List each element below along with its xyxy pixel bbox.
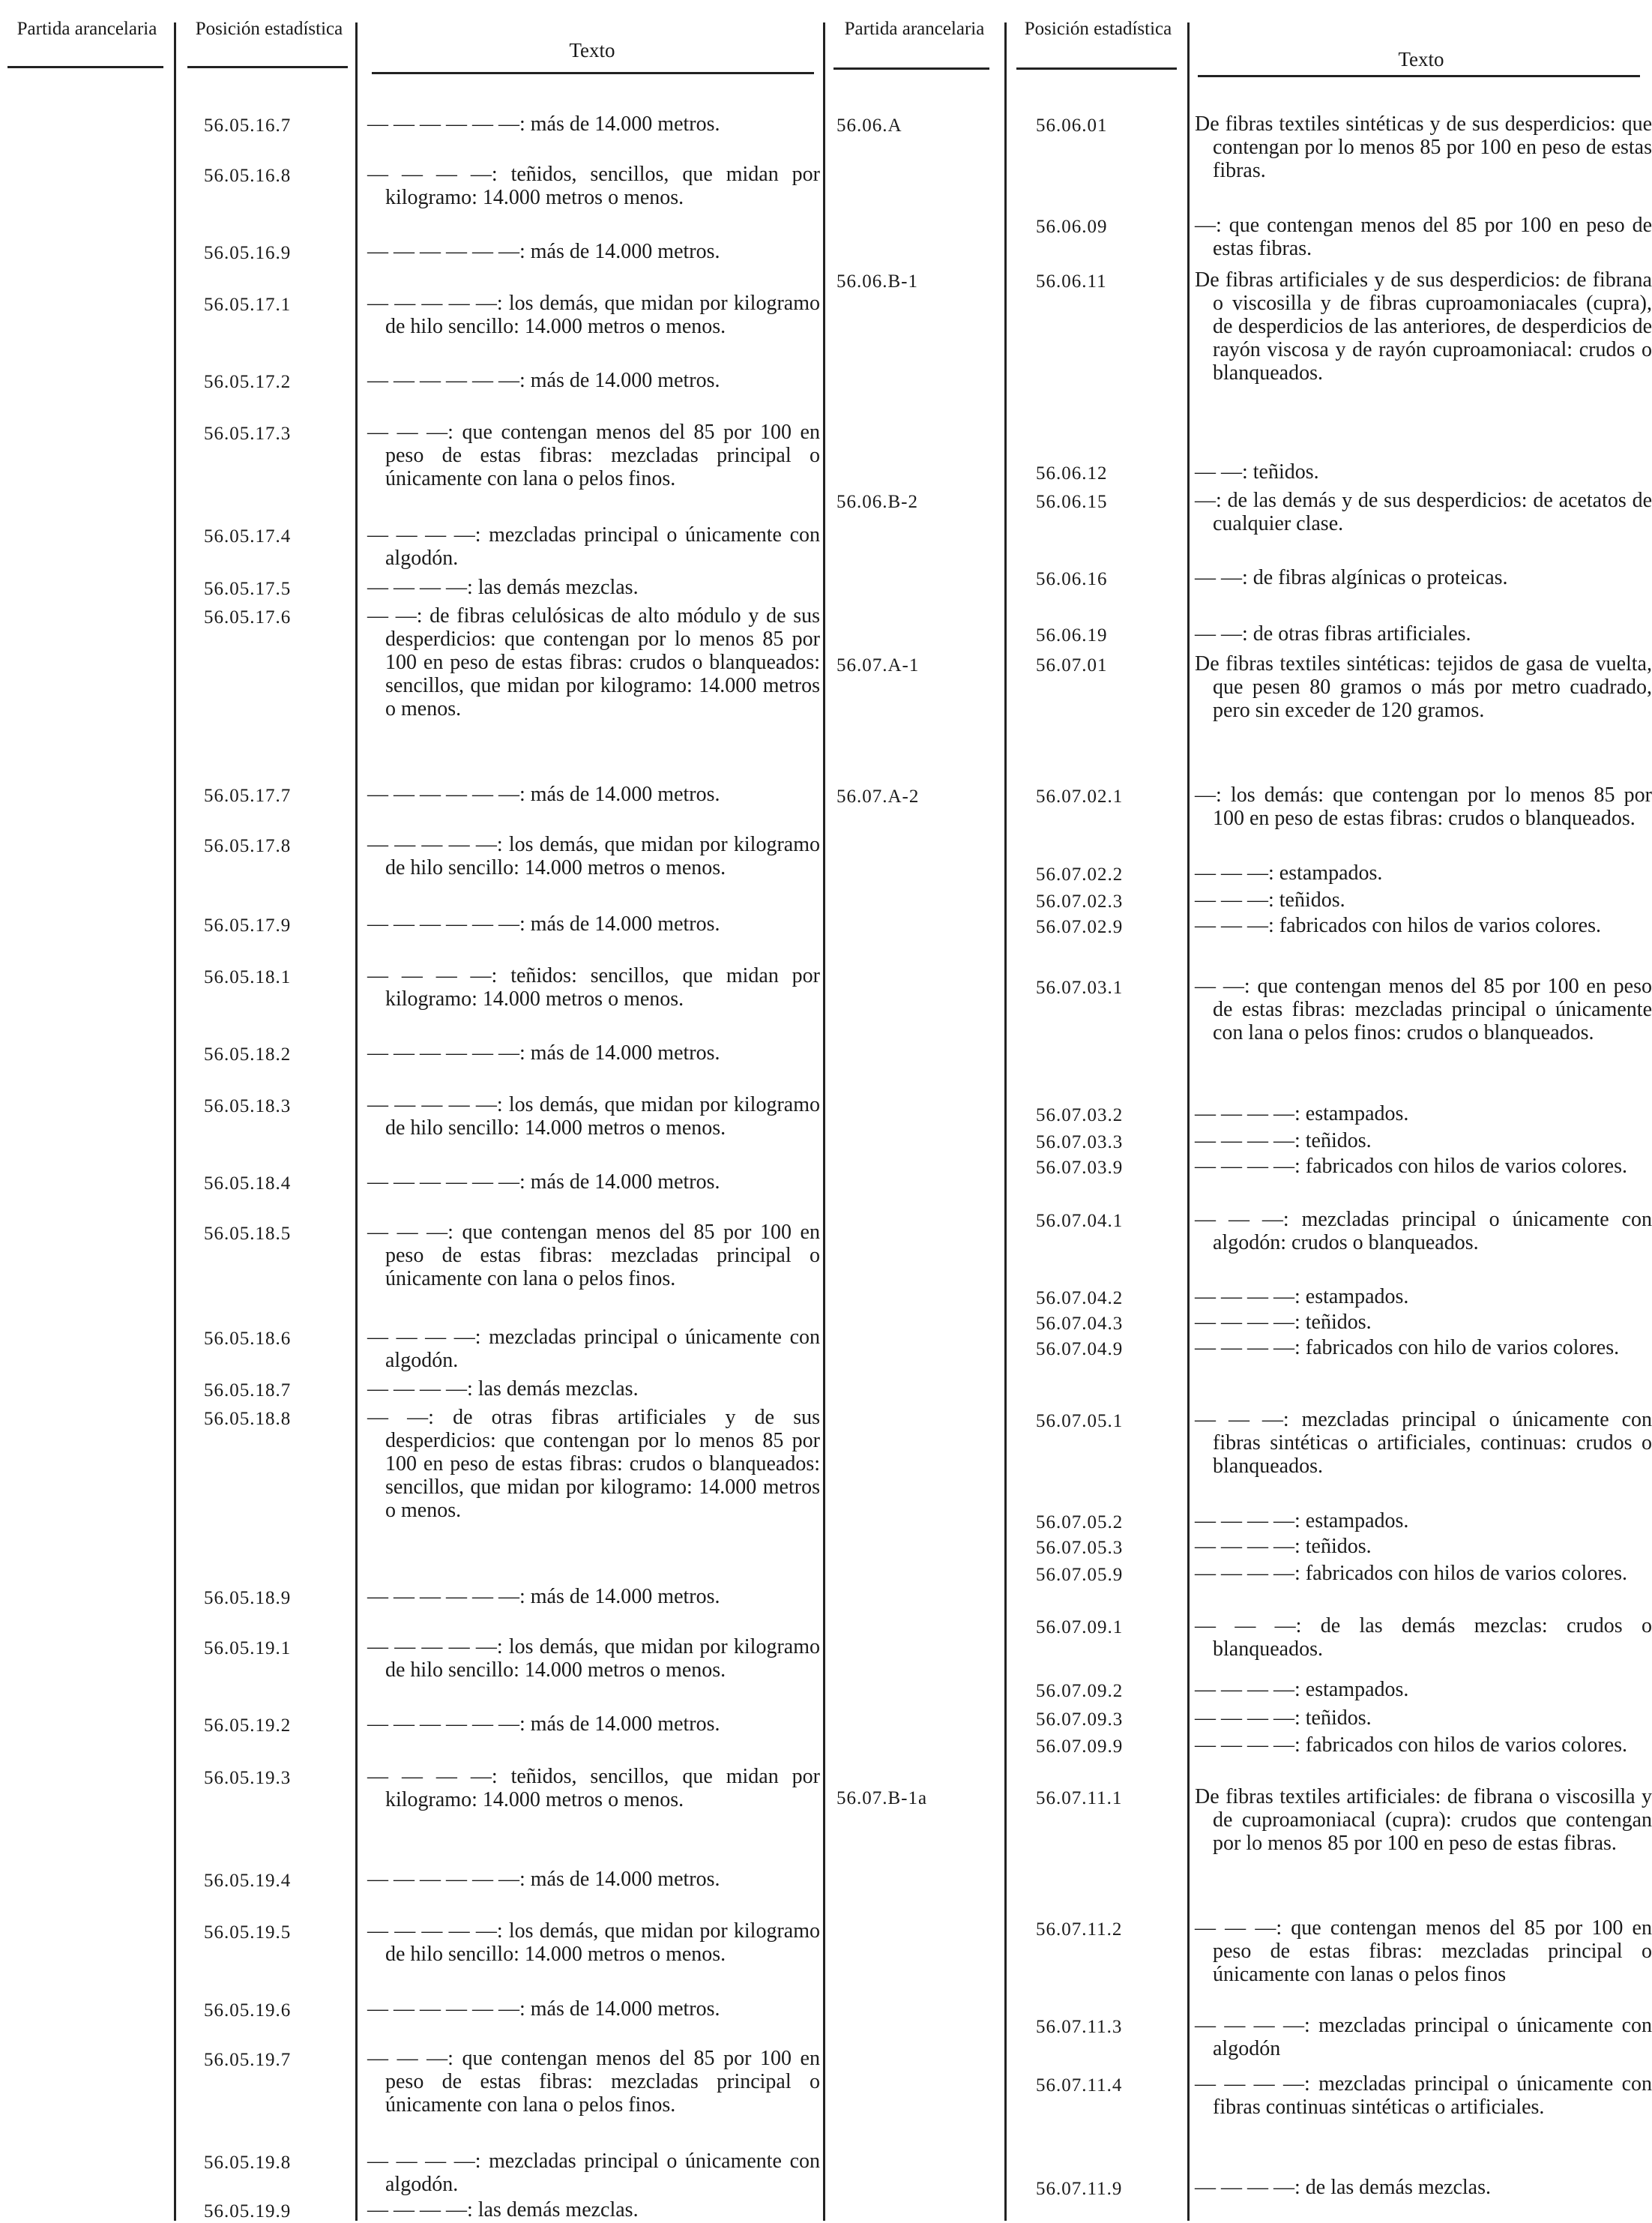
texto-entry: — —: de fibras algínicas o proteicas.: [1195, 566, 1508, 589]
texto-entry: —: de las demás y de sus desperdicios: de acetatos de cualquier clase.: [1195, 489, 1652, 535]
posicion-code: 56.07.02.3: [1036, 891, 1124, 912]
texto-entry: — — — —: teñidos, sencillos, que midan por kilogramo: 14.000 metros o menos.: [367, 163, 820, 209]
header-posicion-right: Posición estadística: [1024, 19, 1172, 39]
texto-entry: De fibras textiles sintéticas: tejidos de gasa de vuelta, que pesen 80 gramos o más por metro cuadrado, pero sin exceder de 120 gramos.: [1195, 652, 1652, 722]
posicion-code: 56.07.02.2: [1036, 864, 1124, 885]
posicion-code: 56.05.16.9: [204, 243, 292, 263]
texto-entry: — —: que contengan menos del 85 por 100 en peso de estas fibras: mezcladas principal o únicamente con lana o pelos finos: crudos o blanqueados.: [1195, 975, 1652, 1044]
texto-entry: — — — — — —: más de 14.000 metros.: [367, 783, 720, 806]
header-texto-right: Texto: [1398, 48, 1444, 70]
posicion-code: 56.06.16: [1036, 569, 1108, 589]
partida-code: 56.07.B-1a: [836, 1788, 928, 1808]
texto-entry: — — — — —: los demás, que midan por kilogramo de hilo sencillo: 14.000 metros o menos.: [367, 1093, 820, 1140]
posicion-code: 56.05.19.7: [204, 2050, 292, 2070]
posicion-code: 56.07.03.1: [1036, 978, 1124, 998]
posicion-code: 56.05.18.1: [204, 967, 292, 987]
texto-entry: — — —: mezcladas principal o únicamente con fibras sintéticas o artificiales, continuas: crudos o blanqueados.: [1195, 1408, 1652, 1478]
posicion-code: 56.07.09.9: [1036, 1736, 1124, 1757]
posicion-code: 56.05.18.8: [204, 1409, 292, 1429]
texto-entry: — — — —: estampados.: [1195, 1102, 1409, 1125]
posicion-code: 56.06.01: [1036, 115, 1108, 136]
texto-entry: — — — —: estampados.: [1195, 1285, 1409, 1308]
posicion-code: 56.05.19.4: [204, 1871, 292, 1891]
texto-entry: — — — —: estampados.: [1195, 1509, 1409, 1532]
texto-entry: — — — —: de las demás mezclas.: [1195, 2176, 1492, 2199]
texto-entry: — — — — — —: más de 14.000 metros.: [367, 1041, 720, 1065]
posicion-code: 56.07.04.9: [1036, 1339, 1124, 1359]
posicion-code: 56.06.09: [1036, 217, 1108, 237]
posicion-code: 56.07.01: [1036, 655, 1108, 676]
texto-entry: — — — — —: los demás, que midan por kilogramo de hilo sencillo: 14.000 metros o menos.: [367, 1635, 820, 1682]
header-rule: [7, 66, 163, 68]
posicion-code: 56.05.16.8: [204, 166, 292, 186]
posicion-code: 56.05.17.4: [204, 526, 292, 547]
texto-entry: — — — — —: los demás, que midan por kilogramo de hilo sencillo: 14.000 metros o menos.: [367, 1919, 820, 1966]
texto-entry: — — — —: teñidos.: [1195, 1535, 1372, 1558]
posicion-code: 56.05.19.2: [204, 1715, 292, 1736]
posicion-code: 56.05.18.3: [204, 1096, 292, 1116]
posicion-code: 56.07.05.3: [1036, 1538, 1124, 1558]
posicion-code: 56.07.11.1: [1036, 1788, 1123, 1808]
posicion-code: 56.05.19.6: [204, 2000, 292, 2021]
texto-entry: — — — — — —: más de 14.000 metros.: [367, 1170, 720, 1194]
header-partida-left: Partida arancelaria: [16, 19, 157, 39]
posicion-code: 56.07.11.3: [1036, 2017, 1123, 2037]
texto-entry: — — —: que contengan menos del 85 por 100 en peso de estas fibras: mezcladas principal o únicamente con lana o pelos finos.: [367, 421, 820, 490]
texto-entry: — — — —: teñidos, sencillos, que midan por kilogramo: 14.000 metros o menos.: [367, 1765, 820, 1811]
texto-entry: De fibras textiles sintéticas y de sus desperdicios: que contengan por lo menos 85 por 100 en peso de estas fibras.: [1195, 112, 1652, 182]
partida-code: 56.06.B-1: [836, 271, 918, 292]
posicion-code: 56.07.11.9: [1036, 2179, 1123, 2199]
texto-entry: —: que contengan menos del 85 por 100 en peso de estas fibras.: [1195, 214, 1652, 260]
partida-code: 56.07.A-2: [836, 786, 920, 807]
texto-entry: — — — —: fabricados con hilos de varios colores.: [1195, 1562, 1627, 1585]
header-partida-right: Partida arancelaria: [844, 19, 985, 39]
texto-entry: — — — —: teñidos.: [1195, 1311, 1372, 1334]
texto-entry: — — —: fabricados con hilos de varios colores.: [1195, 914, 1601, 937]
header-rule: [187, 66, 348, 68]
texto-entry: — —: de otras fibras artificiales y de sus desperdicios: que contengan por lo menos 85 por 100 en peso de estas fibras: crudos o blanqueados: sencillos, que midan por kilogramo: 14.000 metros o menos.: [367, 1406, 820, 1522]
posicion-code: 56.05.19.8: [204, 2153, 292, 2173]
texto-entry: — — — —: las demás mezclas.: [367, 576, 639, 599]
posicion-code: 56.07.05.2: [1036, 1512, 1124, 1532]
texto-entry: — — —: estampados.: [1195, 861, 1383, 885]
column-divider: [823, 22, 825, 2221]
texto-entry: — — — — — —: más de 14.000 metros.: [367, 1712, 720, 1736]
texto-entry: — — — —: fabricados con hilos de varios colores.: [1195, 1155, 1627, 1178]
texto-entry: — — — —: mezcladas principal o únicamente con algodón.: [367, 1326, 820, 1372]
posicion-code: 56.07.04.2: [1036, 1288, 1124, 1308]
texto-entry: —: los demás: que contengan por lo menos 85 por 100 en peso de estas fibras: crudos o blanqueados.: [1195, 783, 1652, 830]
posicion-code: 56.06.15: [1036, 492, 1108, 512]
posicion-code: 56.07.09.1: [1036, 1617, 1124, 1637]
texto-entry: — — —: teñidos.: [1195, 888, 1345, 912]
texto-entry: — — — —: mezcladas principal o únicamente con algodón: [1195, 2014, 1652, 2060]
header-posicion-left: Posición estadística: [195, 19, 343, 39]
texto-entry: — — — — —: los demás, que midan por kilogramo de hilo sencillo: 14.000 metros o menos.: [367, 292, 820, 338]
texto-entry: — — — — —: los demás, que midan por kilogramo de hilo sencillo: 14.000 metros o menos.: [367, 833, 820, 879]
posicion-code: 56.05.17.6: [204, 607, 292, 628]
posicion-code: 56.05.17.3: [204, 424, 292, 444]
header-rule: [1016, 67, 1177, 70]
texto-entry: — — — —: teñidos.: [1195, 1129, 1372, 1152]
partida-code: 56.06.A: [836, 115, 902, 136]
header-rule: [833, 67, 989, 70]
posicion-code: 56.05.18.6: [204, 1329, 292, 1349]
posicion-code: 56.07.04.3: [1036, 1314, 1124, 1334]
posicion-code: 56.05.17.9: [204, 915, 292, 936]
texto-entry: — — —: que contengan menos del 85 por 100 en peso de estas fibras: mezcladas principal o únicamente con lanas o pelos finos: [1195, 1916, 1652, 1986]
texto-entry: — —: de fibras celulósicas de alto módulo y de sus desperdicios: que contengan por lo menos 85 por 100 en peso de estas fibras: crudos o blanqueados: sencillos, que midan por kilogramo: 14.000 metros o menos.: [367, 604, 820, 721]
posicion-code: 56.05.19.3: [204, 1768, 292, 1788]
posicion-code: 56.07.04.1: [1036, 1211, 1124, 1231]
texto-entry: — — — —: estampados.: [1195, 1678, 1409, 1701]
column-divider: [174, 22, 176, 2221]
posicion-code: 56.07.03.9: [1036, 1158, 1124, 1178]
texto-entry: — — — —: las demás mezclas.: [367, 2198, 639, 2222]
posicion-code: 56.07.09.2: [1036, 1681, 1124, 1701]
texto-entry: De fibras artificiales y de sus desperdicios: de fibrana o viscosilla y de fibras cuproamoniacales (cupra), de desperdicios de las anteriores, de desperdicios de rayón viscosa y de rayón cuproamoniacal: crudos o blanqueados.: [1195, 268, 1652, 385]
texto-entry: — — — —: mezcladas principal o únicamente con algodón.: [367, 523, 820, 570]
posicion-code: 56.05.19.9: [204, 2201, 292, 2222]
texto-entry: — — — — — —: más de 14.000 metros.: [367, 1585, 720, 1608]
texto-entry: — — —: mezcladas principal o únicamente con algodón: crudos o blanqueados.: [1195, 1208, 1652, 1254]
posicion-code: 56.06.11: [1036, 271, 1107, 292]
posicion-code: 56.07.09.3: [1036, 1709, 1124, 1730]
posicion-code: 56.05.19.1: [204, 1638, 292, 1658]
column-divider: [1187, 22, 1190, 2221]
texto-entry: De fibras textiles artificiales: de fibrana o viscosilla y de cuproamoniacal (cupra): crudos que contengan por lo menos 85 por 100 en peso de estas fibras.: [1195, 1785, 1652, 1855]
posicion-code: 56.07.11.2: [1036, 1919, 1123, 1940]
column-divider: [1004, 22, 1007, 2221]
posicion-code: 56.05.17.7: [204, 786, 292, 806]
texto-entry: — — — —: fabricados con hilo de varios colores.: [1195, 1336, 1620, 1359]
posicion-code: 56.05.17.1: [204, 295, 292, 315]
texto-entry: — — — —: las demás mezclas.: [367, 1377, 639, 1401]
posicion-code: 56.07.05.1: [1036, 1411, 1124, 1431]
texto-entry: — —: de otras fibras artificiales.: [1195, 622, 1471, 646]
texto-entry: — —: teñidos.: [1195, 460, 1319, 484]
texto-entry: — — —: de las demás mezclas: crudos o blanqueados.: [1195, 1614, 1652, 1661]
texto-entry: — — — — — —: más de 14.000 metros.: [367, 912, 720, 936]
texto-entry: — — — —: teñidos: sencillos, que midan por kilogramo: 14.000 metros o menos.: [367, 964, 820, 1011]
texto-entry: — — — —: fabricados con hilos de varios colores.: [1195, 1733, 1627, 1757]
posicion-code: 56.06.19: [1036, 625, 1108, 646]
posicion-code: 56.07.02.1: [1036, 786, 1124, 807]
texto-entry: — — — —: mezcladas principal o únicamente con algodón.: [367, 2150, 820, 2196]
header-rule: [1198, 75, 1640, 77]
texto-entry: — — — —: teñidos.: [1195, 1706, 1372, 1730]
posicion-code: 56.05.16.7: [204, 115, 292, 136]
posicion-code: 56.05.18.4: [204, 1173, 292, 1194]
posicion-code: 56.06.12: [1036, 463, 1108, 484]
posicion-code: 56.05.17.5: [204, 579, 292, 599]
texto-entry: — — — — — —: más de 14.000 metros.: [367, 112, 720, 136]
posicion-code: 56.05.18.5: [204, 1224, 292, 1244]
posicion-code: 56.05.18.7: [204, 1380, 292, 1401]
partida-code: 56.07.A-1: [836, 655, 920, 676]
texto-entry: — — — — — —: más de 14.000 metros.: [367, 369, 720, 392]
posicion-code: 56.07.03.2: [1036, 1105, 1124, 1125]
texto-entry: — — —: que contengan menos del 85 por 100 en peso de estas fibras: mezcladas principal o únicamente con lana o pelos finos.: [367, 1221, 820, 1290]
posicion-code: 56.05.17.8: [204, 836, 292, 856]
posicion-code: 56.05.18.9: [204, 1588, 292, 1608]
texto-entry: — — — — — —: más de 14.000 metros.: [367, 1868, 720, 1891]
header-texto-left: Texto: [569, 39, 615, 61]
posicion-code: 56.05.17.2: [204, 372, 292, 392]
texto-entry: — — —: que contengan menos del 85 por 100 en peso de estas fibras: mezcladas principal o únicamente con lana o pelos finos.: [367, 2047, 820, 2117]
posicion-code: 56.07.05.9: [1036, 1565, 1124, 1585]
texto-entry: — — — — — —: más de 14.000 metros.: [367, 1997, 720, 2021]
posicion-code: 56.05.18.2: [204, 1044, 292, 1065]
partida-code: 56.06.B-2: [836, 492, 918, 512]
posicion-code: 56.07.11.4: [1036, 2075, 1123, 2096]
header-rule: [372, 72, 814, 74]
texto-entry: — — — — — —: más de 14.000 metros.: [367, 240, 720, 263]
texto-entry: — — — —: mezcladas principal o únicamente con fibras continuas sintéticas o artificiales.: [1195, 2072, 1652, 2119]
posicion-code: 56.07.02.9: [1036, 917, 1124, 937]
posicion-code: 56.07.03.3: [1036, 1132, 1124, 1152]
posicion-code: 56.05.19.5: [204, 1922, 292, 1943]
